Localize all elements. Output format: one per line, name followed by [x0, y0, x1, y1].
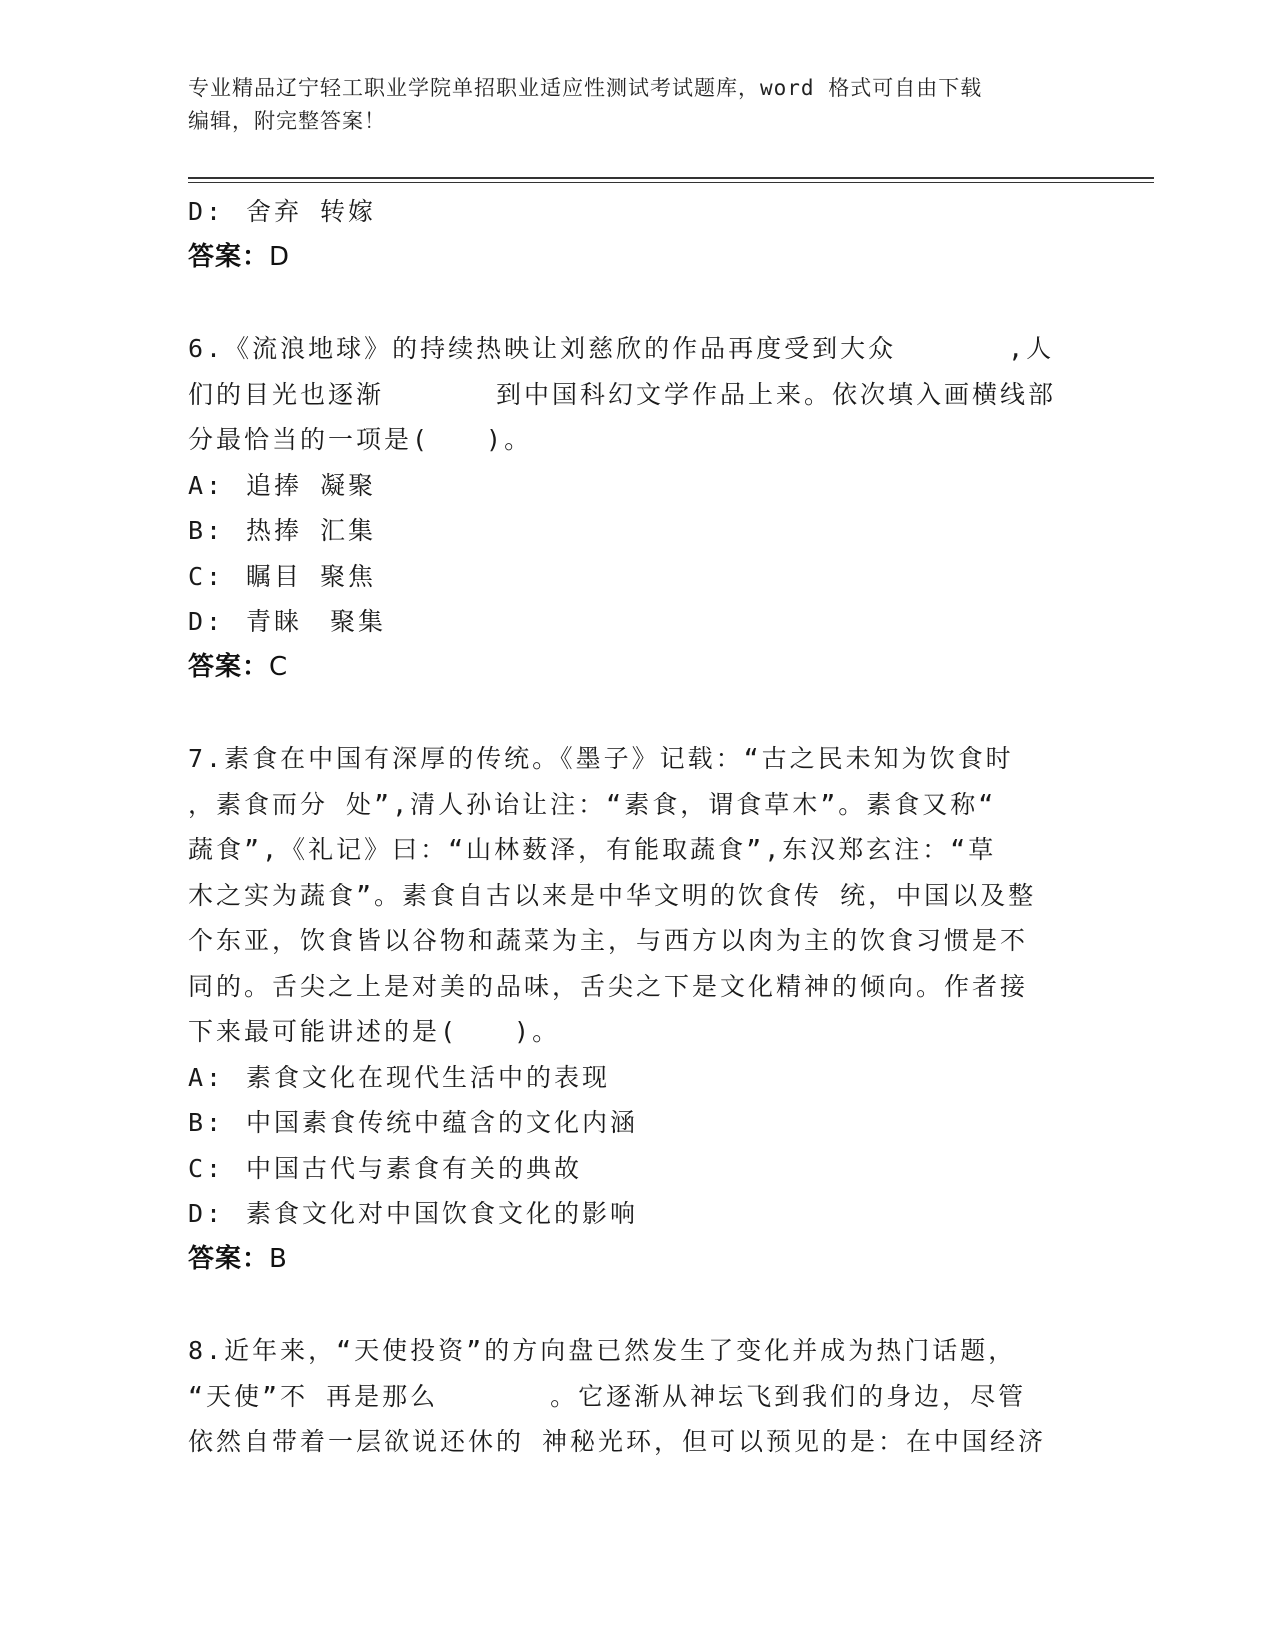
option-d [188, 189, 1078, 235]
question-text-line: “天使”不 再是那么 。它逐渐从神坛飞到我们的身边，尽管 [188, 1381, 1027, 1411]
option-a [188, 463, 1078, 509]
question-text-line: 8.近年来，“天使投资”的方向盘已然发生了变化并成为热门话题， [188, 1336, 1017, 1365]
answer-value: D [269, 241, 291, 272]
question-text-line: 木之实为蔬食”。素食自古以来是中华文明的饮食传 统，中国以及整 [188, 880, 1037, 910]
option-key: D: [188, 197, 225, 226]
option-text: 中国素食传统中蕴含的文化内涵 [246, 1108, 639, 1137]
answer-value: C [269, 651, 289, 682]
option-text: 青睐 聚集 [246, 607, 387, 636]
answer-label: 答案： [188, 651, 270, 682]
exam-content [188, 189, 1078, 1465]
header-divider-thin [188, 182, 1154, 183]
question-text-line: 7.素食在中国有深厚的传统。《墨子》记载：“古之民未知为饮食时 [188, 744, 1014, 773]
question-text-line: 蔬食”,《礼记》曰：“山林薮泽，有能取蔬食”,东汉郑玄注：“草 [188, 835, 997, 864]
question-8 [188, 1328, 1078, 1465]
answer-value: B [269, 1243, 288, 1274]
option-text: 追捧 凝聚 [246, 470, 377, 500]
option-text: 舍弃 转嫁 [246, 197, 377, 226]
question-text-line: ，素食而分 处”,清人孙诒让注：“素食，谓食草木”。素食又称“ [188, 789, 997, 819]
question-text-line: 们的目光也逐渐 到中国科幻文学作品上来。依次填入画横线部 [188, 379, 1057, 409]
option-text: 中国古代与素食有关的典故 [246, 1153, 583, 1183]
option-d [188, 1191, 1078, 1237]
question-5-tail [188, 189, 1078, 280]
option-text: 素食文化对中国饮食文化的影响 [246, 1199, 639, 1228]
option-key: D: [188, 607, 225, 636]
question-text-line: 分最恰当的一项是( )。 [188, 425, 533, 454]
header-line-1: 专业精品辽宁轻工职业学院单招职业适应性测试考试题库，word 格式可自由下载 [188, 76, 983, 100]
option-key: C: [188, 561, 225, 591]
option-key: C: [188, 1153, 225, 1183]
question-text-line: 依然自带着一层欲说还休的 神秘光环，但可以预见的是：在中国经济 [188, 1427, 1047, 1456]
option-c [188, 1146, 1078, 1192]
question-6 [188, 326, 1078, 690]
question-text-line: 个东亚，饮食皆以谷物和蔬菜为主，与西方以肉为主的饮食习惯是不 [188, 926, 1029, 955]
option-key: B: [188, 516, 225, 545]
option-key: D: [188, 1199, 225, 1228]
answer-label: 答案： [188, 1243, 270, 1274]
option-text: 素食文化在现代生活中的表现 [246, 1062, 611, 1092]
option-a [188, 1055, 1078, 1101]
option-d [188, 599, 1078, 645]
option-key: A: [188, 1062, 225, 1092]
option-b [188, 1100, 1078, 1146]
page-header [188, 72, 1088, 138]
question-text-line: 6.《流浪地球》的持续热映让刘慈欣的作品再度受到大众 ,人 [188, 334, 1055, 363]
header-divider [188, 177, 1154, 179]
header-line-2: 编辑，附完整答案！ [188, 109, 386, 133]
question-text-line: 同的。舌尖之上是对美的品味，舌尖之下是文化精神的倾向。作者接 [188, 971, 1029, 1001]
option-text: 热捧 汇集 [246, 516, 377, 545]
option-text: 瞩目 聚焦 [246, 561, 377, 591]
option-key: A: [188, 470, 225, 500]
answer-line [188, 1237, 1078, 1283]
answer-line [188, 235, 1078, 281]
question-text-line: 下来最可能讲述的是( )。 [188, 1017, 561, 1046]
option-b [188, 508, 1078, 554]
option-c [188, 554, 1078, 600]
question-7 [188, 736, 1078, 1282]
option-key: B: [188, 1108, 225, 1137]
answer-line [188, 645, 1078, 691]
answer-label: 答案： [188, 241, 270, 272]
